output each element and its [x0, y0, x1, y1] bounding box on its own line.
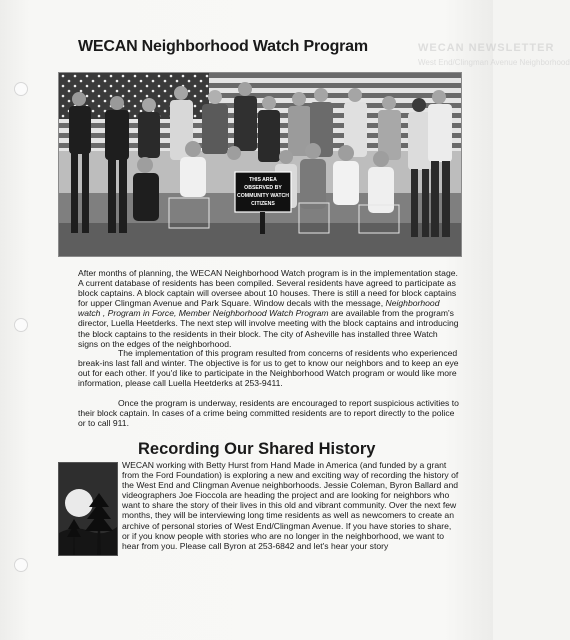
paragraph-history-project: WECAN working with Betty Hurst from Hand Made in America (and funded by a grant from the Ford Foundation) is exploring a new and exciting way of recording the history of the West End and Clingman Avenue neighborhoods. Jessie Coleman, Byron Ballard and videographers Joe Fioccola are heading the project and are looking for neighbors who want to share the story of their lives in this old and vibrant community. Over the next few months, they will be interviewing long time residents as well as newcomers to create an archive of personal stories of West End/Clingman Avenue. If you have stories to share, or if you know people with stories who are no longer in the neighborhood, we want to hear from you. Please call Byron at 253-6842 and let's hear your story	[122, 460, 459, 551]
svg-text:OBSERVED BY: OBSERVED BY	[244, 185, 282, 191]
decal-message: Neighborhood watch , Program in Force, Member Neighborhood Watch Program	[78, 298, 440, 319]
page-title: WECAN Neighborhood Watch Program	[78, 38, 368, 55]
svg-text:COMMUNITY WATCH: COMMUNITY WATCH	[237, 193, 289, 199]
punch-hole	[14, 82, 28, 96]
section-title-history: Recording Our Shared History	[138, 440, 376, 458]
group-photo-image	[59, 73, 461, 256]
punch-hole	[14, 318, 28, 332]
bleed-through-line: West End/Clingman Avenue Neighborhood	[418, 58, 570, 67]
group-photo	[58, 72, 462, 257]
paragraph-implementation: After months of planning, the WECAN Neighborhood Watch program is in the implementation stage. A current database of residents has been compiled. Several residents have agreed to participate as block captains. A block captain will oversee about 10 houses. There is still a need for block captains for upper Clingman Avenue and Park Square. Window decals with the message, Neighborhood watch , Program in Force, Member Neighborhood Watch Program are available from the program's director, Luella Heetderks. The next step will involve meeting with the block captains and introducing the block captains to the residents in their block. The city of Asheville has installed three Watch signs on the edges of the neighborhood.	[78, 268, 459, 349]
paragraph-objective: The implementation of this program resulted from concerns of residents who experienced break-ins last fall and winter. The objective is for us to get to know our neighbors and to keep an eye out for each other. If you'd like to participate in the Neighborhood Watch program or would like more information, please call Luella Heetderks at 253-9411.	[78, 348, 459, 389]
tree-moon-illustration	[58, 462, 118, 556]
paragraph-reporting: Once the program is underway, residents are encouraged to report suspicious activities to their block captain. In cases of a crime being committed residents are to report directly to the police or to call 911.	[78, 398, 459, 429]
punch-hole	[14, 558, 28, 572]
bleed-through-heading: WECAN NEWSLETTER	[418, 42, 555, 54]
svg-text:THIS AREA: THIS AREA	[249, 177, 277, 183]
svg-text:CITIZENS: CITIZENS	[251, 201, 275, 207]
